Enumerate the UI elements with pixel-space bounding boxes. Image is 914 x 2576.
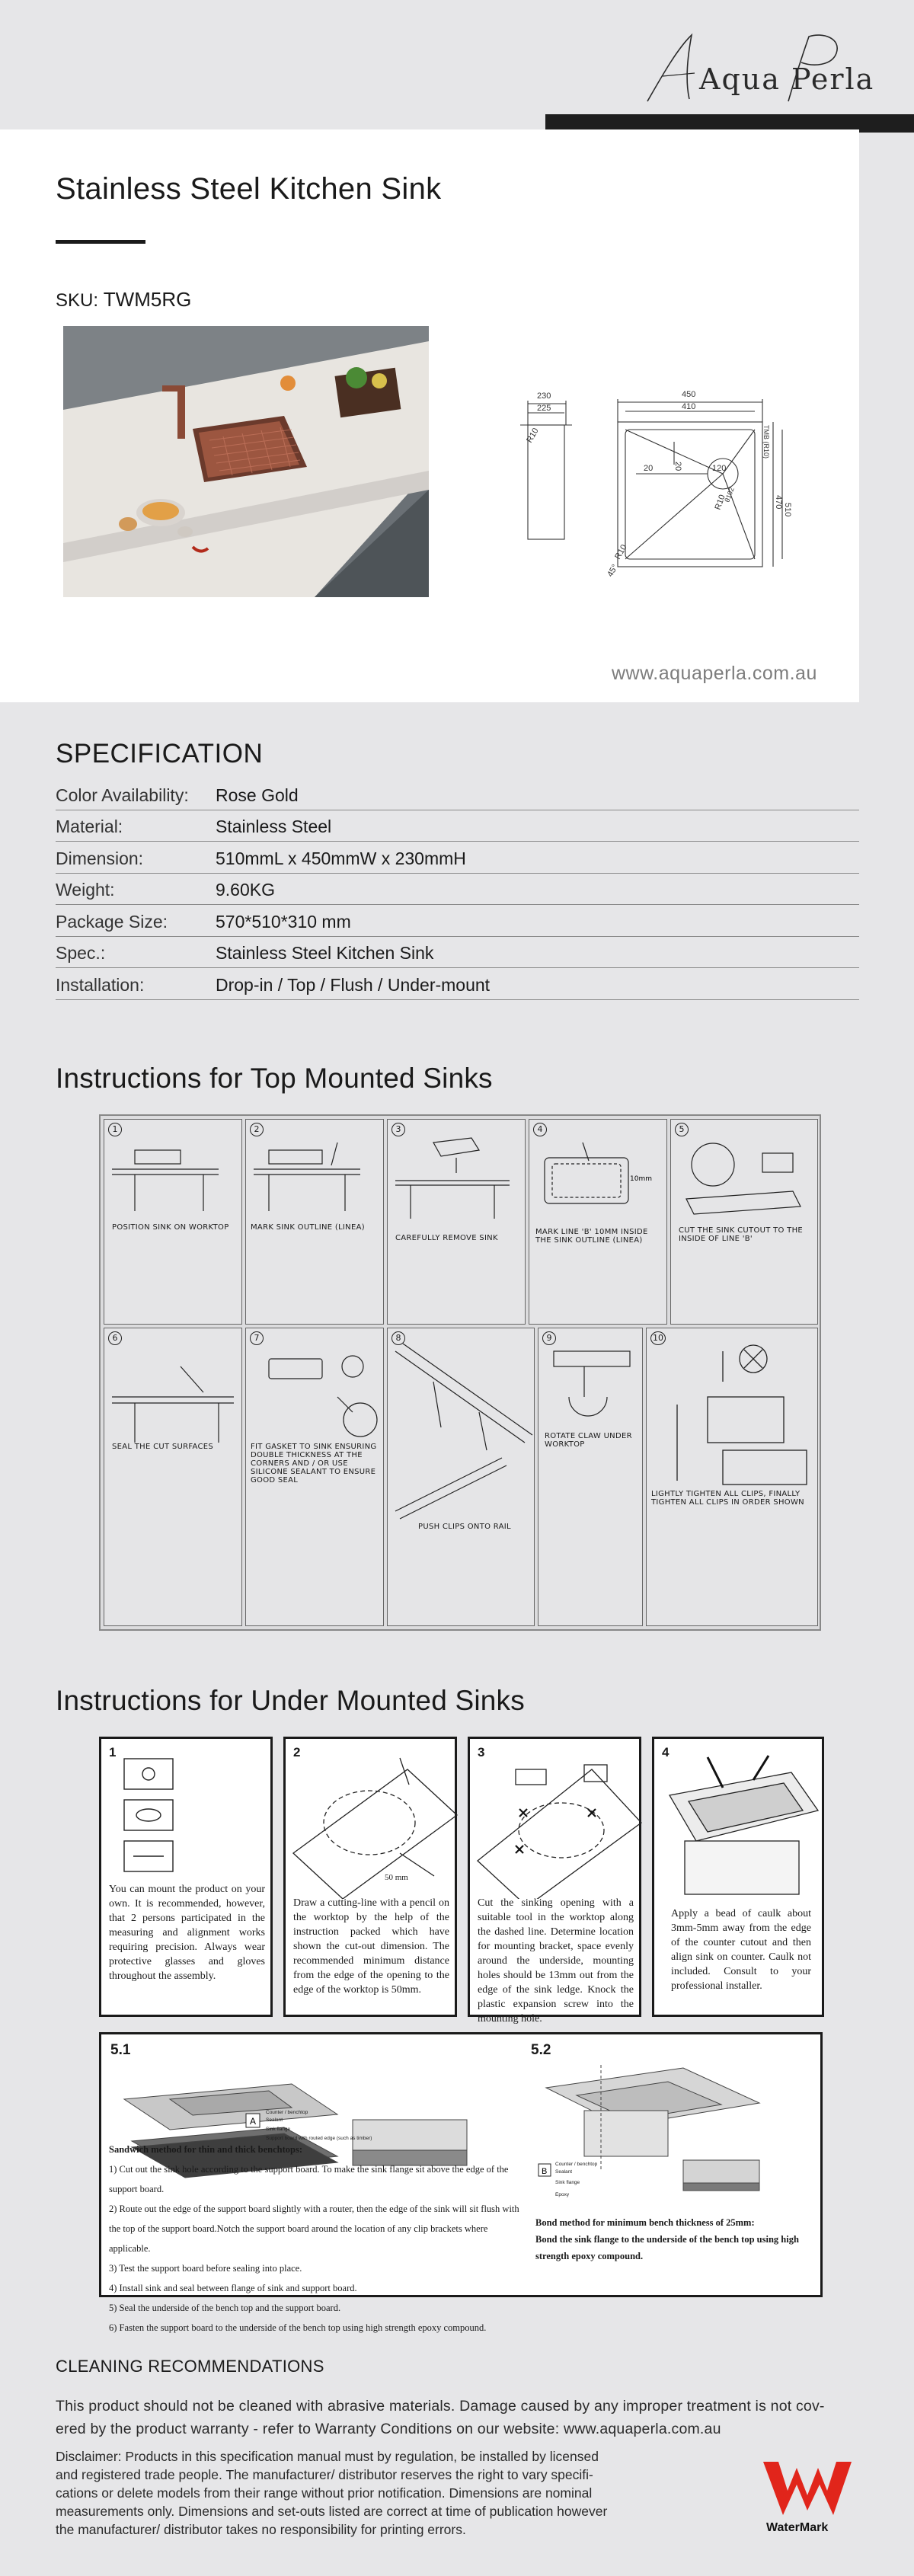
spec-value: Stainless Steel xyxy=(216,817,332,836)
legend-item: Sink flange xyxy=(266,2127,291,2132)
text-line: the top of the support board.Notch the support board around the location of any clip brackets where applicable. xyxy=(109,2223,488,2254)
top-step-6 xyxy=(104,1328,242,1626)
text-line: strength epoxy compound. xyxy=(535,2251,644,2261)
product-hero xyxy=(0,129,859,702)
top-step-1 xyxy=(104,1119,242,1325)
spec-row xyxy=(56,937,859,969)
spec-row xyxy=(56,874,859,906)
step-number: 10 xyxy=(650,1331,666,1345)
spec-row xyxy=(56,778,859,810)
product-photo xyxy=(63,326,429,597)
disclaimer-line: Disclaimer: Products in this specification manual must by regulation, be installed by licensed xyxy=(56,2449,599,2464)
sku-label: SKU: xyxy=(56,290,99,311)
watermark-logo xyxy=(757,2457,856,2541)
dim-510: 510 xyxy=(783,503,792,517)
cutting-line-icon xyxy=(286,1754,459,1899)
spec-row xyxy=(56,905,859,937)
dim-225: 225 xyxy=(537,404,551,413)
seal-surface-icon xyxy=(104,1344,243,1450)
under-step-5 xyxy=(99,2032,823,2333)
dim-230: 230 xyxy=(537,392,551,401)
drill-cut-icon xyxy=(470,1754,644,1899)
top-step-3 xyxy=(387,1119,526,1325)
dim-45deg: 45° xyxy=(606,563,620,579)
under-mounted-heading: Instructions for Under Mounted Sinks xyxy=(56,1685,525,1716)
step-caption: MARK LINE 'B' 10MM INSIDE THE SINK OUTLINE (LINEA) xyxy=(535,1228,648,1245)
title-rule xyxy=(56,240,145,244)
spec-row xyxy=(56,968,859,1000)
step-number: 4 xyxy=(533,1123,547,1136)
legend-item: Sealant xyxy=(266,2117,283,2123)
bond-method-text xyxy=(535,2214,802,2264)
dim-drain: θ102 xyxy=(723,486,736,503)
cleaning-line: ered by the product warranty - refer to Warranty Conditions on our website: www.aquaperla.com.au xyxy=(56,2421,721,2437)
top-step-2 xyxy=(245,1119,384,1325)
top-step-4 xyxy=(529,1119,667,1325)
step-caption: FIT GASKET TO SINK ENSURING DOUBLE THICKNESS AT THE CORNERS AND / OR USE SILICONE SEALANT TO ENSURE GOOD SEAL xyxy=(251,1443,377,1485)
cleaning-heading: CLEANING RECOMMENDATIONS xyxy=(56,2357,324,2376)
spec-value: Rose Gold xyxy=(216,785,299,805)
spec-label: Package Size: xyxy=(56,911,168,932)
dim-20a: 20 xyxy=(673,462,682,471)
step-text: Cut the sinking opening with a suitable tool in the worktop along the dashed line. Determine location for mounting bracket, space evenly around the underside, mounting holes should be 13mm out from the edge of the sink ledge. Knock the plastic expansion screw into the mounting hole. xyxy=(478,1897,634,2025)
top-step-10 xyxy=(646,1328,818,1626)
dim-r10-drain: R10 xyxy=(713,493,727,512)
worktop-sink-icon xyxy=(104,1135,243,1226)
spec-value: 510mmL x 450mmW x 230mmH xyxy=(216,848,466,868)
step-number: 2 xyxy=(293,1745,301,1759)
text-line: 5) Seal the underside of the bench top and the support board. xyxy=(109,2303,341,2313)
under-step-2 xyxy=(283,1737,457,2017)
step-number: 1 xyxy=(109,1745,117,1759)
text-line: 4) Install sink and seal between flange of sink and support board. xyxy=(109,2283,357,2293)
sku-value: TWM5RG xyxy=(103,288,192,311)
clip-rail-icon xyxy=(388,1336,535,1526)
disclaimer-line: measurements only. Dimensions and set-outs listed are correct at time of publication however xyxy=(56,2504,608,2519)
top-step-7 xyxy=(245,1328,384,1626)
spec-value: 570*510*310 mm xyxy=(216,911,351,932)
spec-heading: SPECIFICATION xyxy=(56,739,264,769)
website-url: www.aquaperla.com.au xyxy=(612,663,817,684)
pencil-outline-icon xyxy=(246,1135,385,1226)
step-caption: CAREFULLY REMOVE SINK xyxy=(395,1234,498,1242)
disclaimer-line: the manufacturer/ distributor takes no responsibility for printing errors. xyxy=(56,2522,466,2537)
step-number: 4 xyxy=(662,1745,670,1759)
top-step-5 xyxy=(670,1119,818,1325)
step-text: Apply a bead of caulk about 3mm-5mm away from the edge of the counter cutout and then align sink on counter. Caulk not included. Consult to your professional installer. xyxy=(671,1908,811,1992)
step-text: Draw a cutting-line with a pencil on the worktop by the help of the instruction packed which have shown the cut-out dimension. The recommended minimum distance from the edge of the opening to the edge of the worktop is 50mm. xyxy=(293,1897,449,1996)
text-line: 1) Cut out the sink hole according to the support board. To make the sink flange sit above the edge of the xyxy=(109,2164,509,2175)
legend-item: Support board with routed edge (such as timber) xyxy=(266,2136,372,2141)
lift-sink-icon xyxy=(388,1135,526,1226)
dim-10mm: 10mm xyxy=(630,1175,652,1183)
legend-item: Sealant xyxy=(555,2169,573,2175)
legend-tag: A xyxy=(250,2116,257,2127)
brand-logo xyxy=(632,29,906,105)
text-line: Bond the sink flange to the underside of the bench top using high xyxy=(535,2234,799,2245)
spec-row xyxy=(56,842,859,874)
text-line: 6) Fasten the support board to the underside of the bench top using high strength epoxy compound. xyxy=(109,2322,487,2333)
disclaimer xyxy=(56,2447,665,2539)
disclaimer-line: and registered trade people. The manufacturer/ distributor reserves the right to vary specifi- xyxy=(56,2467,593,2482)
step-caption: ROTATE CLAW UNDER WORKTOP xyxy=(545,1432,632,1449)
under-step-3 xyxy=(468,1737,641,2025)
step-number: 6 xyxy=(108,1331,122,1345)
page-title: Stainless Steel Kitchen Sink xyxy=(56,172,442,206)
step-caption: CUT THE SINK CUTOUT TO THE INSIDE OF LINE 'B' xyxy=(679,1226,804,1243)
text-line: Sandwich method for thin and thick benchtops: xyxy=(109,2144,302,2155)
text-line: 2) Route out the edge of the support board slightly with a router, then the edge of the sink will sit flush with xyxy=(109,2204,519,2214)
watermark-label: WaterMark xyxy=(766,2521,829,2534)
sku-line xyxy=(56,288,191,312)
legend-item: Epoxy xyxy=(555,2192,570,2197)
specification-section xyxy=(56,739,859,1000)
watermark-icon xyxy=(757,2457,856,2521)
tools-icon xyxy=(101,1754,275,1891)
dim-410: 410 xyxy=(682,402,696,411)
spec-label: Weight: xyxy=(56,880,115,900)
bond-method-icon xyxy=(531,2057,805,2232)
step-number: 7 xyxy=(250,1331,264,1345)
text-line: 3) Test the support board before sealing into place. xyxy=(109,2263,302,2274)
gasket-icon xyxy=(246,1344,385,1450)
spec-value: Stainless Steel Kitchen Sink xyxy=(216,943,434,963)
rotate-claw-icon xyxy=(538,1344,644,1443)
top-step-8 xyxy=(387,1328,535,1626)
step-caption: SEAL THE CUT SURFACES xyxy=(112,1443,214,1451)
spec-value: 9.60KG xyxy=(216,880,275,900)
spec-label: Color Availability: xyxy=(56,785,189,805)
logo-text: Aqua Perla xyxy=(699,62,875,96)
cutout-saw-icon xyxy=(671,1130,819,1229)
step-number: 9 xyxy=(542,1331,556,1345)
spec-row xyxy=(56,810,859,842)
spec-label: Material: xyxy=(56,817,123,836)
step-caption: LIGHTLY TIGHTEN ALL CLIPS, FINALLY TIGHTEN ALL CLIPS IN ORDER SHOWN xyxy=(651,1490,804,1507)
top-mounted-heading: Instructions for Top Mounted Sinks xyxy=(56,1063,493,1094)
step-number: 5 xyxy=(675,1123,689,1136)
sandwich-method-text xyxy=(109,2140,520,2338)
dim-tmb: TMB (R10) xyxy=(762,425,770,459)
step-caption: MARK SINK OUTLINE (LINEA) xyxy=(251,1223,365,1232)
spec-label: Spec.: xyxy=(56,943,106,963)
top-step-9 xyxy=(538,1328,643,1626)
dim-20b: 20 xyxy=(644,464,654,473)
dim-470: 470 xyxy=(774,495,783,510)
top-mounted-diagram xyxy=(99,1114,821,1631)
technical-drawing xyxy=(514,388,796,579)
text-line: support board. xyxy=(109,2184,165,2194)
legend-item: Counter / benchtop xyxy=(555,2162,598,2167)
step-number: 3 xyxy=(391,1123,405,1136)
dim-r10-corner: R10 xyxy=(613,543,629,561)
step-text: You can mount the product on your own. It is recommended, however, that 2 persons participated in the measuring and alignment works requiring precision. Always wear protective glasses and gloves throughout the assembly. xyxy=(109,1884,265,1982)
step-caption: PUSH CLIPS ONTO RAIL xyxy=(418,1523,511,1531)
step-number: 1 xyxy=(108,1123,122,1136)
caulk-sink-icon xyxy=(654,1750,826,1902)
dim-120: 120 xyxy=(712,464,727,473)
step-number: 8 xyxy=(391,1331,405,1345)
tighten-clips-icon xyxy=(647,1336,819,1496)
dim-50mm: 50 mm xyxy=(385,1873,408,1882)
step-number: 2 xyxy=(250,1123,264,1136)
marking-line-icon xyxy=(529,1135,668,1226)
step-number: 5.1 xyxy=(110,2042,131,2058)
step-caption: POSITION SINK ON WORKTOP xyxy=(112,1223,229,1232)
cleaning-line: This product should not be cleaned with abrasive materials. Damage caused by any improper treatment is not cov- xyxy=(56,2398,825,2415)
disclaimer-line: cations or delete models from their range without prior notification. Dimensions are nominal xyxy=(56,2485,593,2501)
cleaning-section xyxy=(56,2357,855,2440)
step-number: 5.2 xyxy=(531,2042,551,2058)
text-line: Bond method for minimum bench thickness of 25mm: xyxy=(535,2217,755,2228)
under-step-1 xyxy=(99,1737,273,2017)
spec-label: Dimension: xyxy=(56,848,144,868)
spec-value: Drop-in / Top / Flush / Under-mount xyxy=(216,974,491,995)
step-number: 3 xyxy=(478,1745,485,1759)
dim-450: 450 xyxy=(682,390,696,399)
under-step-4 xyxy=(652,1737,824,2017)
legend-item: Sink flange xyxy=(555,2180,580,2185)
dim-r10-side: R10 xyxy=(525,427,541,445)
legend-tag: B xyxy=(542,2167,548,2176)
spec-label: Installation: xyxy=(56,974,145,995)
legend-item: Counter / benchtop xyxy=(266,2110,308,2115)
